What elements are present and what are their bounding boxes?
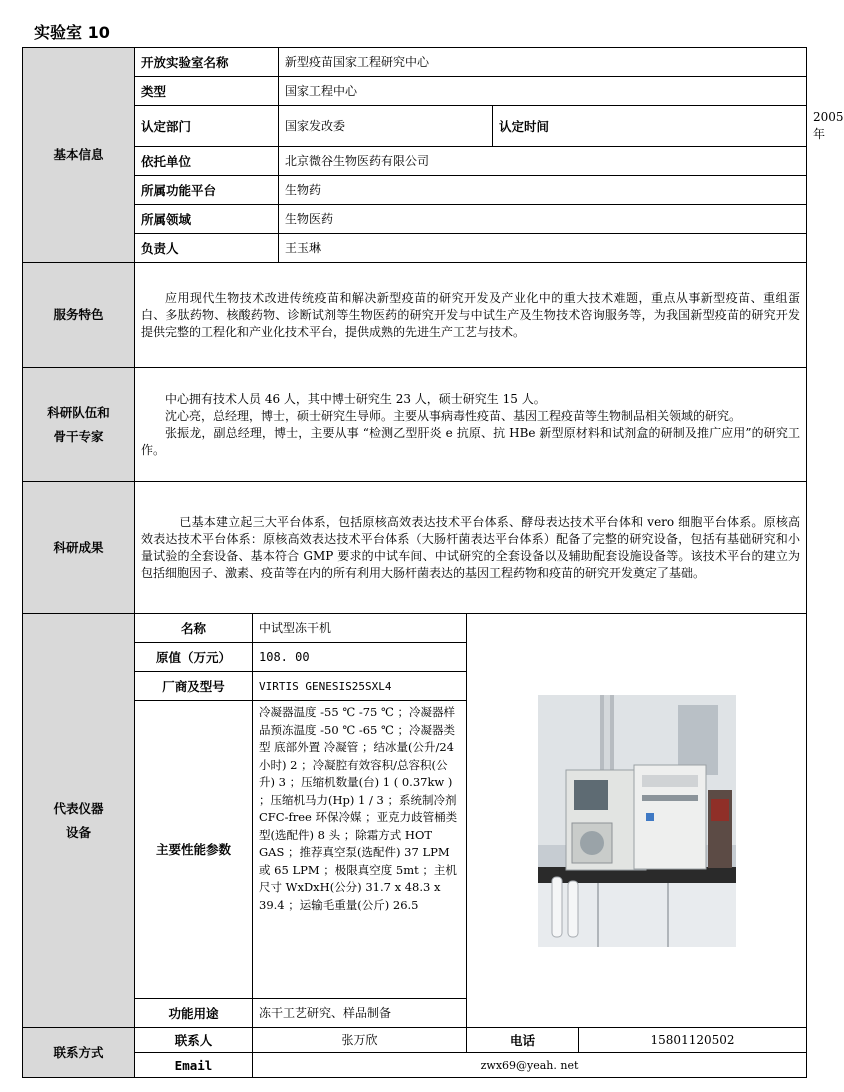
team-paragraph-1: 中心拥有技术人员 46 人，其中博士研究生 23 人，硕士研究生 15 人。	[165, 391, 546, 406]
equip-name-value: 中试型冻干机	[253, 614, 467, 643]
field-label: 所属领域	[135, 205, 279, 234]
unit-value: 北京微谷生物医药有限公司	[279, 147, 807, 176]
dept-label: 认定部门	[135, 106, 279, 147]
contact-section-label: 联系方式	[23, 1028, 135, 1078]
lab-instrument-photo	[538, 695, 736, 947]
achievements-section-label: 科研成果	[23, 482, 135, 614]
lab-title: 实验室 10	[34, 23, 110, 42]
lab-name-value: 新型疫苗国家工程研究中心	[279, 48, 807, 77]
achievements-text: 已基本建立起三大平台体系，包括原核高效表达技术平台体系、酵母表达技术平台体和 vero 细胞平台体系。原核高效表达技术平台体系：原核高效表达技术平台体系（大肠杆菌表达平台体系）配备了完整的研究设备，包括有基础研究和小量试验的全套设备、基本符合 GMP 要求的中试车间、中试研究的全套设备以及辅助配套设施设备等。该技术平台的建立为包括细胞因子、激素、疫苗等在内的所有利用大肠杆菌表达的基因工程药物和疫苗的研究开发奠定了基础。	[141, 514, 801, 580]
unit-label: 依托单位	[135, 147, 279, 176]
type-value: 国家工程中心	[279, 77, 807, 106]
lab-name-label: 开放实验室名称	[135, 48, 279, 77]
equip-model-value: VIRTIS GENESIS25SXL4	[253, 672, 467, 701]
dept-value: 国家发改委	[279, 106, 493, 147]
person-value: 王玉琳	[279, 234, 807, 263]
time-label: 认定时间	[493, 106, 807, 147]
contact-phone-label: 电话	[467, 1028, 579, 1053]
field-value: 生物医药	[279, 205, 807, 234]
basic-section-label: 基本信息	[23, 48, 135, 263]
type-label: 类型	[135, 77, 279, 106]
service-text: 应用现代生物技术改进传统疫苗和解决新型疫苗的研究开发及产业化中的重大技术难题，重点从事新型疫苗、重组蛋白、多肽药物、核酸药物、诊断试剂等生物医药的研究开发与中试生产及生物技术咨询服务等，为我国新型疫苗的研究开发提供完整的工程化和产业化技术平台，提供成熟的先进生产工艺与技术。	[141, 290, 801, 339]
team-label-line2: 骨干专家	[53, 428, 104, 444]
equipment-section-label	[23, 614, 135, 1028]
equip-params-value: 冷凝器温度 -55 ℃ -75 ℃ ；冷凝器样品预冻温度 -50 ℃ -65 ℃ ；冷凝器类型 底部外置 冷凝管 ；结冰量(公升/24 小时) 2 ；冷凝腔有效容积/总容积(公升) 3 ；压缩机数量(台) 1 ( 0.37kw ) ；压缩机马力(Hp) 1 / 3 ；系统制冷剂 CFC-free 环保冷媒 ；亚克力歧管桶类型(选配件) 8 头 ；除霜方式 HOT GAS ；推荐真空泵(选配件) 37 LPM 或 65 LPM ；极限真空度 5mt ；主机尺寸 WxDxH(公分) 31.7 x 48.3 x 39.4 ；运输毛重量(公斤) 26.5	[253, 701, 467, 999]
equipment-label-line1: 代表仪器	[53, 800, 104, 816]
service-section-label: 服务特色	[23, 263, 135, 368]
equip-price-value: 108. 00	[253, 643, 467, 672]
team-paragraph-2: 沈心亮，总经理，博士，硕士研究生导师。主要从事病毒性疫苗、基因工程疫苗等生物制品相关领域的研究。	[165, 408, 742, 423]
equipment-photo-cell	[467, 614, 807, 1028]
equip-use-value: 冻干工艺研究、样品制备	[253, 999, 467, 1028]
contact-phone-value: 15801120502	[579, 1028, 807, 1053]
platform-label: 所属功能平台	[135, 176, 279, 205]
team-section-label	[23, 368, 135, 482]
team-paragraph-3: 张振龙，副总经理，博士，主要从事 “检测乙型肝炎 e 抗原、抗 HBe 新型原材料和试剂盒的研制及推广应用”的研究工作。	[141, 425, 801, 457]
equip-model-label: 厂商及型号	[135, 672, 253, 701]
contact-person-value: 张万欣	[253, 1028, 467, 1053]
contact-person-label: 联系人	[135, 1028, 253, 1053]
lab-info-table: 基本信息 开放实验室名称 新型疫苗国家工程研究中心 类型 国家工程中心 认定部门 国家发改委 认定时间 2005 年 依托单位 北京微谷生物医药有限公司 所属功能平台 生物药 所属领域 生物医药 负责人 王玉琳 服务特色 应用现代生物技术改进传统疫苗和解决新型疫苗的研究开发及产业化中的重大技术难题，重点从事新型疫苗、重组蛋白、多肽药物、核酸药物、诊断试剂等生物医药的研究开发与中试生产及生物技术咨询服务等，为我国新型疫苗的研究开发提供完整的工程化和产业化技术平台，提供成熟的先进生产工艺与技术。 科研队伍和 骨干专家 中心拥有技术人员 46 人，其中博士研究生 23 人，硕士研究生 15 人。 沈心亮，总经理，博士，硕士研究生导师。主要从事病毒性疫苗、基因工程疫苗等生物制品相关领域的研究。 张振龙，副总经理，博士，主要从事 “检测乙型肝炎 e 抗原、抗 HBe 新型原材料和试剂盒的研制及推广应用”的研究工作。 科研成果 已基本建立起三大平台体系，包括原核高效表达技术平台体系、酵母表达技术平台体和 vero 细胞平台体系。原核高效表达技术平台体系：原核高效表达技术平台体系（大肠杆菌表达平台体系）配备了完整的研究设备，包括有基础研究和小量试验的全套设备、基本符合 GMP 要求的中试车间、中试研究的全套设备以及辅助配套设施设备等。该技术平台的建立为包括细胞因子、激素、疫苗等在内的所有利用大肠杆菌表达的基因工程药物和疫苗的研究开发奠定了基础。 代表仪器 设备 名称 中试型冻干机 原值（万元） 108. 00 厂商及型号 VIRTIS GENESIS25SXL4 主要性能参数 冷凝器温度 -55 ℃ -75 ℃ ；冷凝器样品预冻温度 -50 ℃ -65 ℃ ；冷凝器类型 底部外置 冷凝管 ；结冰量(公升/24 小时) 2 ；冷凝腔有效容积/总容积(公升) 3 ；压缩机数量(台) 1 ( 0.37kw ) ；压缩机马力(Hp) 1 / 3 ；系统制冷剂 CFC-free 环保冷媒 ；亚克力歧管桶类型(选配件) 8 头 ；除霜方式 HOT GAS ；推荐真空泵(选配件) 37 LPM 或 65 LPM ；极限真空度 5mt ；主机尺寸 WxDxH(公分) 31.7 x 48.3 x 39.4 ；运输毛重量(公斤) 26.5 功能用途 冻干工艺研究、样品制备 联系方式 联系人 张万欣 电话 15801120502 Email zwx69@yeah. net	[22, 47, 807, 1078]
equip-params-label: 主要性能参数	[135, 701, 253, 999]
platform-value: 生物药	[279, 176, 807, 205]
equip-price-label: 原值（万元）	[135, 643, 253, 672]
team-label-line1: 科研队伍和	[47, 404, 110, 420]
person-label: 负责人	[135, 234, 279, 263]
contact-email-label: Email	[135, 1053, 253, 1078]
equip-name-label: 名称	[135, 614, 253, 643]
equipment-label-line2: 设备	[65, 824, 91, 840]
contact-email-value: zwx69@yeah. net	[253, 1053, 807, 1078]
equip-use-label: 功能用途	[135, 999, 253, 1028]
